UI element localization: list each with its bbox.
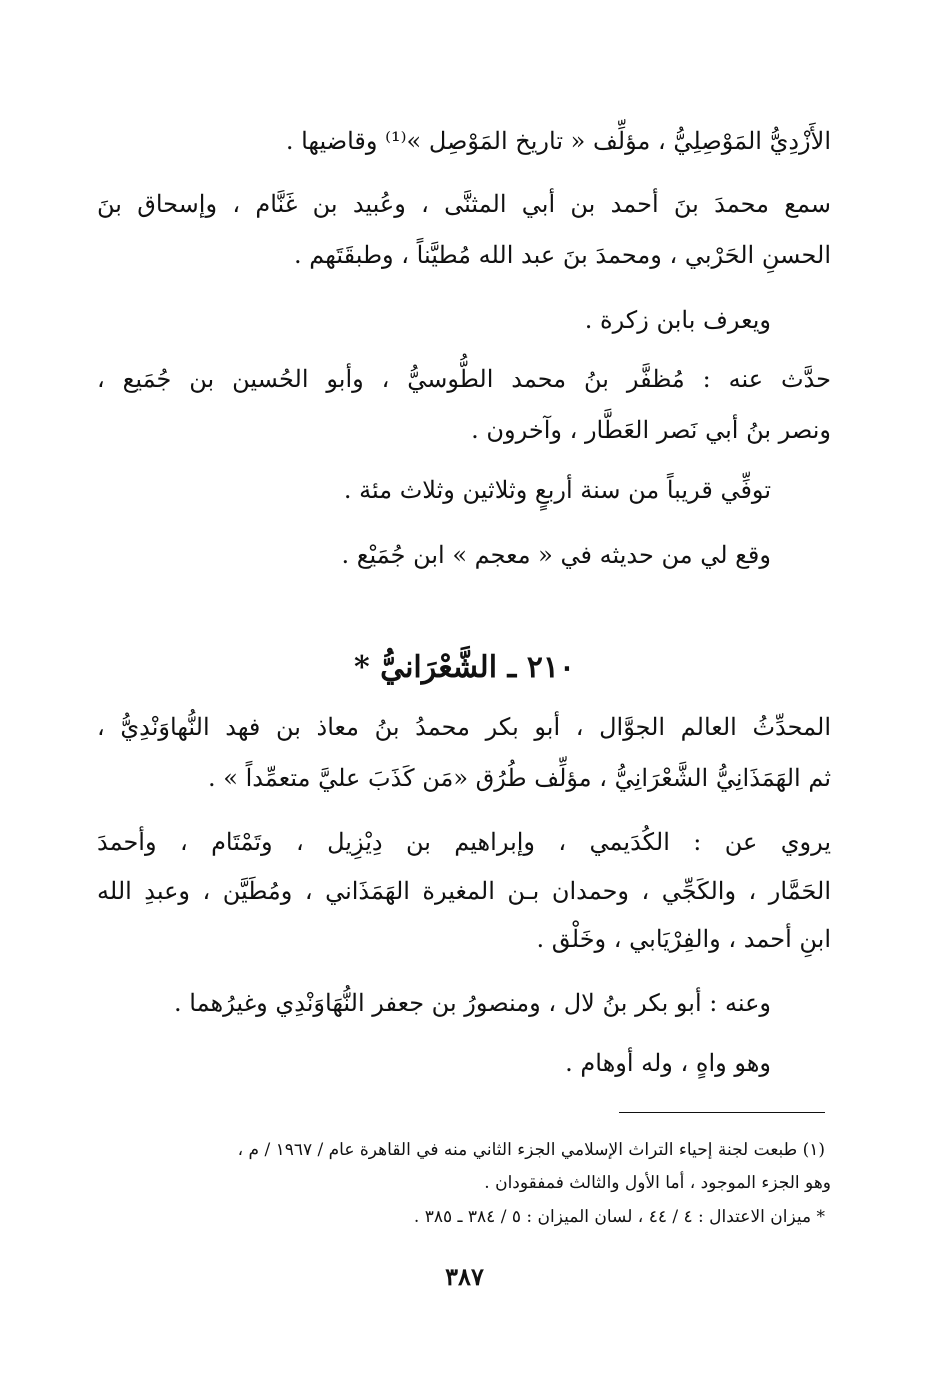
entry-continued-paragraph: ونصر بنُ أبي نَصر العَطَّار ، وآخرون . (471, 416, 831, 444)
entry-210-paragraph: وعنه : أبو بكر بنُ لال ، ومنصورُ بن جعفر النُّهَاوَنْدِي وغيرُهما . (174, 989, 771, 1017)
footnote-1-continued: وهو الجزء الموجود ، أما الأول والثالث فمفقودان . (484, 1173, 831, 1193)
entry-continued-paragraph: ويعرف بابن زكرة . (584, 306, 771, 334)
footnote-1: (١) طبعت لجنة إحياء التراث الإسلامي الجزء الثاني منه في القاهرة عام / ١٩٦٧ / م ، (237, 1140, 825, 1160)
entry-210-paragraph: ابنِ أحمد ، والفِرْيَابي ، وخَلْق . (536, 925, 831, 953)
entry-210-paragraph: يروي عن : الكُدَيمي ، وإبراهيم بن دِيْزِيل ، وتَمْتَام ، وأحمدَ (97, 828, 831, 856)
entry-continued-paragraph: وقع لي من حديثه في « معجم » ابن جُمَيْع . (341, 541, 771, 569)
footnote-source: * ميزان الاعتدال : ٤ / ٤٤ ، لسان الميزان : ٥ / ٣٨٤ ـ ٣٨٥ . (413, 1207, 825, 1227)
entry-continued-paragraph: توفِّي قريباً من سنة أربعٍ وثلاثين وثلاث مئة . (343, 476, 771, 504)
entry-210-paragraph: المحدِّثُ العالم الجوَّال ، أبو بكر محمدُ بنُ معاذ بن فهد النُّهاوَنْدِيُّ ، (97, 713, 831, 741)
entry-continued-paragraph: الحسنِ الحَرْبي ، ومحمدَ بنَ عبد الله مُطيَّناً ، وطبقَتَهم . (294, 241, 831, 269)
entry-continued-paragraph: سمع محمدَ بنَ أحمد بن أبي المثنَّى ، وعُبيد بن غَنَّام ، وإسحاق بنَ (97, 190, 831, 218)
entry-210-paragraph: الحَمَّار ، والكَجِّي ، وحمدان بـن المغيرة الهَمَذَاني ، ومُطَيَّن ، وعبدِ الله (97, 877, 831, 905)
page-number: ٣٨٧ (445, 1262, 484, 1291)
entry-210-paragraph: وهو واهٍ ، وله أوهام . (565, 1049, 771, 1077)
entry-continued-line: الأَزْدِيُّ المَوْصِلِيُّ ، مؤلِّف « تاريخ المَوْصِل »⁽¹⁾ وقاضيها . (285, 127, 831, 155)
entry-continued-paragraph: حدَّث عنه : مُظفَّر بنُ محمد الطُّوسيُّ ، وأبو الحُسين بن جُمَيع ، (97, 365, 831, 393)
entry-heading: ٢١٠ ـ الشَّعْرَانيُّ * (353, 650, 576, 685)
entry-210-paragraph: ثم الهَمَذَانِيُّ الشَّعْرَانِيُّ ، مؤلِّف طُرُق «مَن كَذَبَ عليَّ متعمِّداً » . (208, 764, 831, 792)
footnote-separator (619, 1112, 825, 1113)
